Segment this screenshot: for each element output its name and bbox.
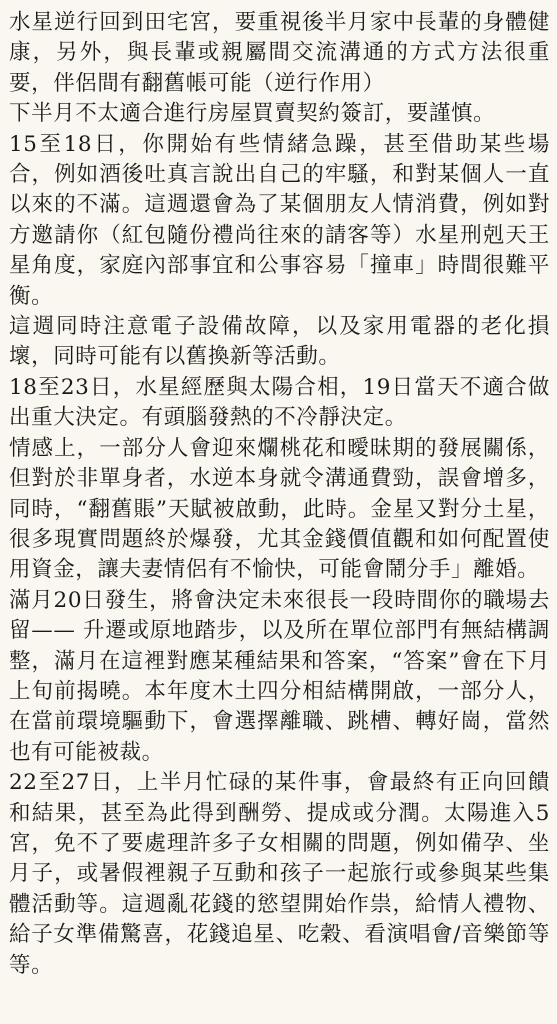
paragraph-device-failure: 這週同時注意電子設備故障，以及家用電器的老化損壞，同時可能有以舊換新等活動。 bbox=[9, 314, 550, 370]
paragraph-dates-15-18: 15至18日，你開始有些情緒急躁，甚至借助某些場合，例如酒後吐真言說出自己的牢騷，和對某個人一直以來的不滿。這週還會為了某個朋友人情消費，例如對方邀請你（紅包隨份禮尚往來的請客等）水星刑剋天王星角度，家庭內部事宜和公事容易「撞車」時間很難平衡。 bbox=[9, 131, 550, 309]
paragraph-relationships: 情感上，一部分人會迎來爛桃花和曖昧期的發展關係，但對於非單身者，水逆本身就令溝通費勁，誤會增多，同時，“翻舊賬”天賦被啟動，此時。金星又對分土星，很多現實問題終於爆發，尤其金錢價值觀和如何配置使用資金，讓夫妻情侶有不愉快，可能會鬧分手」離婚。 bbox=[9, 435, 550, 583]
paragraph-dates-22-27: 22至27日，上半月忙碌的某件事，會最終有正向回饋和結果，甚至為此得到酬勞、提成或分潤。太陽進入5宮，免不了要處理許多子女相關的問題，例如備孕、坐月子，或暑假裡親子互動和孩子一起旅行或參與某些集體活動等。這週亂花錢的慾望開始作祟，給情人禮物、給子女準備驚喜，花錢追星、吃穀、看演唱會/音樂節等等。 bbox=[9, 770, 550, 978]
paragraph-full-moon-career: 滿月20日發生，將會決定未來很長一段時間你的職場去留—— 升遷或原地踏步，以及所在單位部門有無結構調整，滿月在這裡對應某種結果和答案，“答案”會在下月上旬前揭曉。本年度木土四分相結構開啟，一部分人，在當前環境驅動下，會選擇離職、跳槽、轉好崗，當然也有可能被裁。 bbox=[9, 587, 550, 765]
paragraph-dates-18-23: 18至23日，水星經歷與太陽合相，19日當天不適合做出重大決定。有頭腦發熱的不冷靜決定。 bbox=[9, 374, 550, 431]
paragraph-mercury-retrograde-home: 水星逆行回到田宅宮，要重視後半月家中長輩的身體健康，另外，與長輩或親屬間交流溝通的方式方法很重要，伴侶間有翻舊帳可能（逆行作用） bbox=[9, 10, 550, 96]
paragraph-property-contract: 下半月不太適合進行房屋買賣契約簽訂，要謹慎。 bbox=[9, 101, 496, 127]
